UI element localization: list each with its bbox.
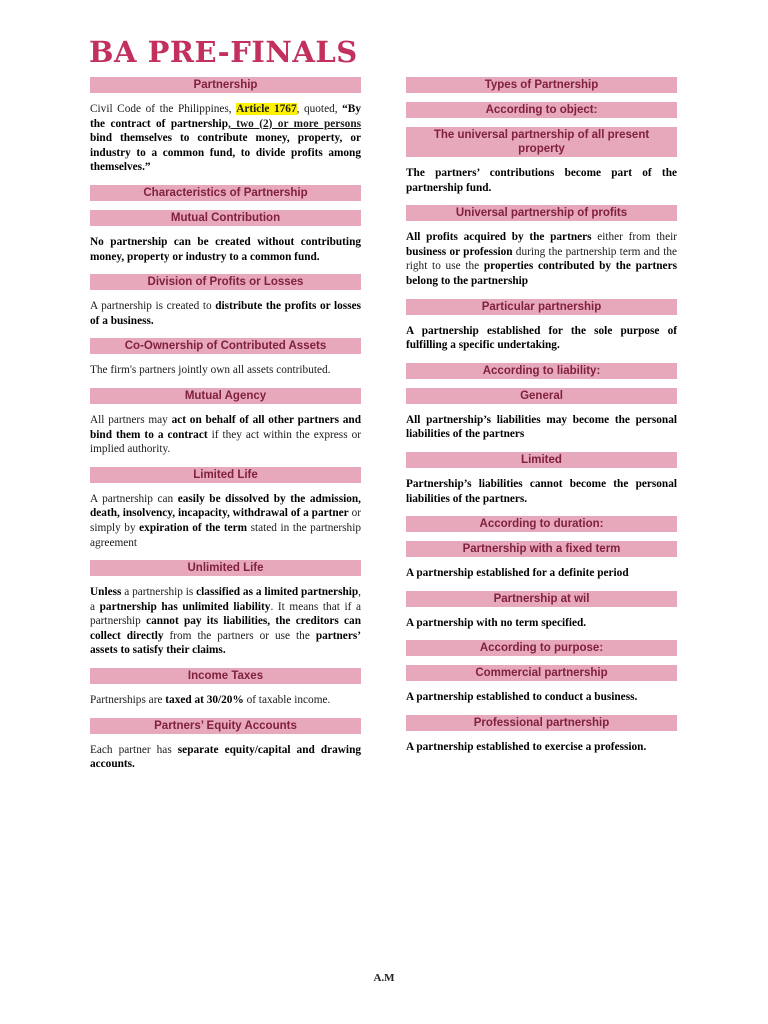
section-heading-coownership: Co-Ownership of Contributed Assets	[90, 338, 361, 354]
quote-underlined: , two (2) or more persons	[227, 117, 361, 130]
section-heading-mutual-agency: Mutual Agency	[90, 388, 361, 404]
bold-text: expiration of the term	[139, 521, 248, 534]
text: All partners may	[90, 413, 172, 426]
section-heading-universal-profits: Universal partnership of profits	[406, 205, 677, 221]
text: Civil Code of the Philippines,	[90, 103, 237, 115]
section-heading-types: Types of Partnership	[406, 77, 677, 93]
section-heading-fixed-term: Partnership with a fixed term	[406, 541, 677, 557]
text: or simply by	[90, 507, 361, 534]
universal-all-text	[406, 166, 677, 195]
universal-profits-text	[406, 230, 677, 288]
text: Partnerships are	[90, 694, 166, 707]
text: , quoted,	[296, 103, 343, 115]
section-heading-universal-all: The universal partnership of all present property	[406, 127, 677, 157]
text: A partnership is created to	[90, 300, 216, 313]
bold-text: All profits acquired by the partners	[406, 231, 592, 244]
text: either from their	[591, 231, 677, 244]
section-heading-professional: Professional partnership	[406, 715, 677, 731]
footer-initials: A.M	[373, 972, 395, 984]
text: . It means that if a partnership	[90, 600, 362, 628]
text: stated in the partnership agreement	[90, 521, 361, 549]
text: A partnership can	[90, 492, 178, 505]
bold-text: Unless	[90, 586, 122, 599]
text: from the partners or use the	[163, 629, 316, 642]
coownership-text	[90, 363, 361, 378]
division-text	[90, 299, 361, 328]
at-will-text	[406, 616, 677, 631]
section-heading-at-will: Partnership at wil	[406, 591, 677, 607]
bold-text: cannot pay its liabilities, the creditors can collect directly	[90, 615, 361, 642]
bold-text: Partnership’s liabilities cannot become the personal liabilities of the partners.	[406, 477, 677, 505]
particular-text	[406, 324, 677, 353]
quote-part: bind themselves to contribute money, property, or industry to a common fund, to divide profits among themselves.”	[90, 132, 361, 174]
article-highlight: Article 1767	[236, 103, 297, 115]
page-title: BA PRE-FINALS	[89, 35, 358, 69]
section-heading-partnership: Partnership	[90, 77, 361, 93]
bold-text: partners’ assets to satisfy their claims.	[90, 629, 361, 657]
bold-text: All partnership’s liabilities may become the personal liabilities of the partners	[406, 413, 677, 441]
section-heading-limited-life: Limited Life	[90, 467, 361, 483]
text: during the partnership term and the right to use the	[406, 245, 677, 273]
text: Each partner has	[90, 743, 178, 756]
section-heading-according-liability: According to liability:	[406, 363, 677, 379]
limited-text	[406, 477, 677, 506]
equity-text	[90, 743, 361, 772]
bold-text: act on behalf of all other partners and bind them to a contract	[90, 413, 361, 441]
bold-text: A partnership established to exercise a profession.	[406, 740, 647, 753]
unlimited-life-text	[90, 585, 361, 658]
general-text	[406, 413, 677, 442]
professional-text	[406, 740, 677, 755]
section-heading-according-purpose: According to purpose:	[406, 640, 677, 656]
commercial-text	[406, 690, 677, 705]
quote-part: “By the contract of partnership	[90, 103, 361, 130]
section-heading-according-duration: According to duration:	[406, 516, 677, 532]
bold-text: easily be dissolved by the admission, death, insolvency, incapacity, withdrawal of a partner	[90, 492, 361, 520]
bold-text: A partnership with no term specified.	[406, 616, 587, 629]
mutual-contribution-text	[90, 235, 361, 264]
section-heading-general: General	[406, 388, 677, 404]
bold-text: A partnership established for the sole purpose of fulfilling a specific undertaking.	[406, 324, 677, 352]
fixed-term-text	[406, 566, 677, 581]
bold-text: classified as a limited partnership	[196, 586, 359, 599]
section-heading-mutual-contribution: Mutual Contribution	[90, 210, 361, 226]
bold-text: partnership has unlimited liability	[99, 600, 271, 613]
bold-text: separate equity/capital and drawing accounts.	[90, 743, 361, 771]
bold-text: taxed at 30/20%	[165, 694, 244, 707]
bold-text: The partners’ contributions become part of the partnership fund.	[406, 167, 677, 194]
section-heading-unlimited-life: Unlimited Life	[90, 560, 361, 576]
income-taxes-text	[90, 693, 361, 708]
section-heading-limited: Limited	[406, 452, 677, 468]
mutual-agency-text	[90, 413, 361, 457]
text: of taxable income.	[243, 694, 331, 707]
section-heading-according-object: According to object:	[406, 102, 677, 118]
bold-text: No partnership can be created without contributing money, property or industry to a common fund.	[90, 235, 361, 263]
bold-text: business or profession	[406, 245, 513, 258]
section-heading-division: Division of Profits or Losses	[90, 274, 361, 290]
section-heading-commercial: Commercial partnership	[406, 665, 677, 681]
section-heading-particular: Particular partnership	[406, 299, 677, 315]
limited-life-text	[90, 492, 361, 550]
right-column	[406, 77, 677, 765]
partnership-definition	[90, 102, 361, 175]
bold-text: distribute the profits or losses of a business.	[90, 300, 361, 327]
text: The firm's partners jointly own all assets contributed.	[90, 364, 331, 377]
bold-text: properties contributed by the partners belong to the partnership	[406, 260, 677, 287]
text: , a	[90, 586, 361, 613]
text: a partnership is	[121, 586, 197, 599]
bold-text: A partnership established for a definite period	[406, 567, 629, 580]
section-heading-equity: Partners’ Equity Accounts	[90, 718, 361, 734]
left-column	[90, 77, 361, 782]
bold-text: A partnership established to conduct a business.	[406, 691, 638, 704]
section-heading-characteristics: Characteristics of Partnership	[90, 185, 361, 201]
text: if they act within the express or implied authority.	[90, 428, 361, 456]
section-heading-income-taxes: Income Taxes	[90, 668, 361, 684]
